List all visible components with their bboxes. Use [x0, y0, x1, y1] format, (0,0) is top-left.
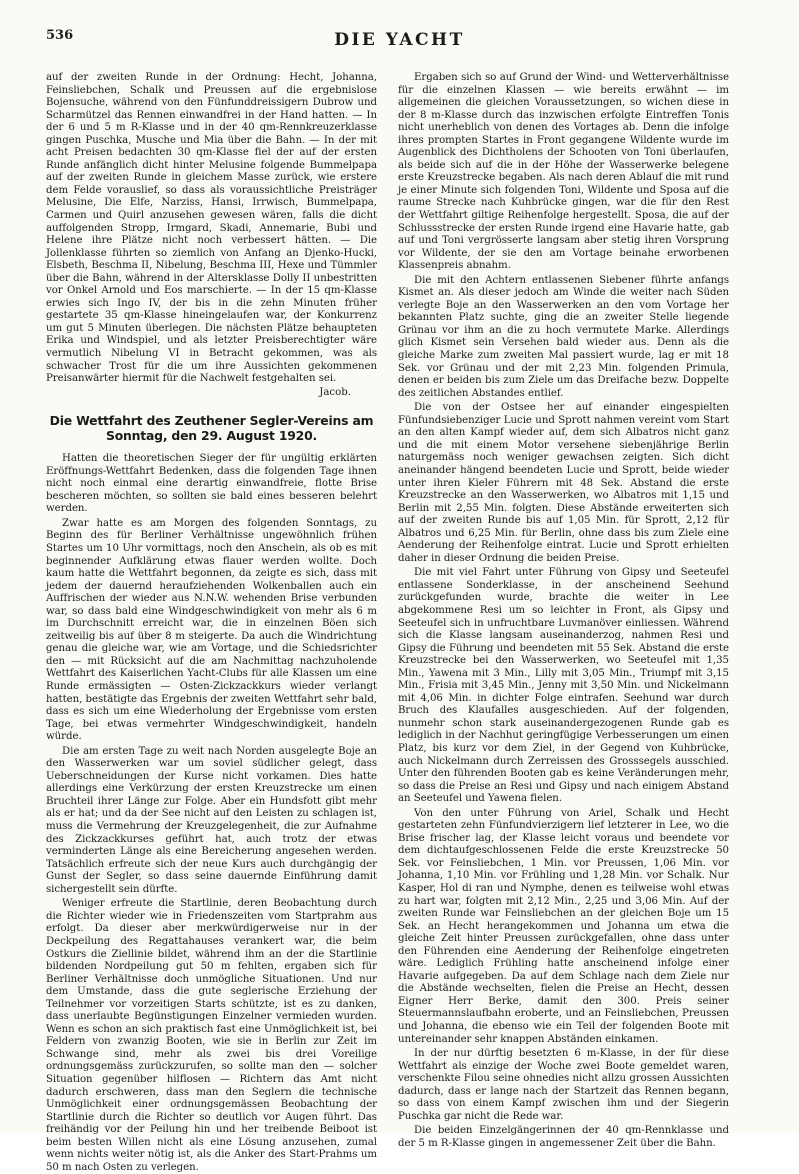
paragraph-race-results-continued: auf der zweiten Runde in der Ordnung: Hecht, Johanna, Feinsliebchen, Schalk und Preussen auf die ergebnislose Bojensuche, während von den Fünfunddreissigern Dubrow und Scharmützel das Rennen einwandfrei in der Hand hatten. — In der 6 und 5 m R-Klasse und in der 40 qm-Rennkreuzerklasse gingen Puschka, Musche und Mia über die Bahn. — In der mit acht Preisen bedachten 30 qm-Klasse fiel der auf der ersten Runde anfänglich dicht hinter Melusine folgende Bummelpapa auf der zweiten Runde in gleichem Masse zurück, wie erstere dem Felde vorauslief, so dass als voraussichtliche Preisträger Melusine, Die Elfe, Narziss, Hansi, Irrwisch, Bummelpapa, Carmen und Quirl anzusehen gewesen wären, falls die dicht auffolgenden Stropp, Irmgard, Skadi, Annemarie, Bubi und Helene ihre Plätze nicht noch verbessert hätten. — Die Jollenklasse führten so ziemlich von Anfang an Djenko-Hucki, Elsbeth, Beschma II, Nibelung, Beschma III, Hexe und Tümmler über die Bahn, während in der Altersklasse Dolly II unbestritten vor Onkel Arnold und Eos marschierte. — In der 15 qm-Klasse erwies sich Ingo IV, der bis in die zehn Minuten früher gestartete 35 qm-Klasse hineingelaufen war, der Konkurrenz um gut 5 Minuten überlegen. Die nächsten Plätze behaupteten Erika und Windspiel, und als letzter Preisberechtigter wäre vermutlich Nibelung VI in Betracht gekommen, was als schwacher Trost für die um ihre Aussichten gekommenen Preisanwärter hiermit für die Nachwelt festgehalten sei.	[46, 72, 377, 385]
paragraph-40qm-5m-class: Die beiden Einzelgängerinnen der 40 qm-Rennklasse und der 5 m R-Klasse gingen in angemessener Zeit über die Bahn.	[398, 1125, 729, 1149]
paragraph-startline: Weniger erfreute die Startlinie, deren Beobachtung durch die Richter wieder wie in Friedenszeiten vom Startprahm aus erfolgt. Da dieser aber merkwürdigerweise nur in der Deckpeilung des Regattahauses verankert war, die beim Ostkurs die Ziellinie bildet, während ihm an der die Startlinie bildenden Nordpeilung gut 50 m fehlten, ergaben sich für Berliner Verhältnisse doch unmögliche Situationen. Und nur dem Umstande, dass die gute seglerische Erziehung der Teilnehmer vor vorzeitigen Starts schützte, ist es zu danken, dass unerlaubte Begünstigungen Einzelner vermieden wurden. Wenn es schon an sich praktisch fast eine Unmöglichkeit ist, bei Feldern von zwanzig Booten, wie sie in Berlin zur Zeit im Schwange sind, mehr als zwei bis drei Voreilige ordnungsgemäss zurückzurufen, so sollte man den — solcher Situation gegenüber hilflosen — Richtern das Amt nicht dadurch erschweren, dass man den Seglern die technische Unmöglichkeit einer ordnungsgemässen Beobachtung der Startlinie durch die Richter so deutlich vor Augen führt. Das freihändig vor der Peilung hin und her treibende Beiboot ist beim besten Willen nicht als eine Lösung anzusehen, zumal wenn nichts weiter nötig ist, als die Anker des Start-Prahms um 50 m nach Osten zu verlegen.	[46, 898, 377, 1173]
paragraph-6m-class: In der nur dürftig besetzten 6 m-Klasse, in der für diese Wettfahrt als einzige der Woche zwei Boote gemeldet waren, verschenkte Filou seine ohnedies nicht allzu grossen Aussichten dadurch, dass er lange nach der Startzeit das Rennen begann, so dass von einem Kampf zwischen ihm und der Siegerin Puschka gar nicht die Rede war.	[398, 1048, 729, 1122]
paragraph-45qm-class: Von den unter Führung von Ariel, Schalk und Hecht gestarteten zehn Fünfundvierzigern lief letzterer in Lee, wo die Brise frischer lag, der Klasse leicht voraus und beendete vor dem dichtaufgeschlossenen Felde die erste Kreuzstrecke 50 Sek. vor Feinsliebchen, 1 Min. vor Preussen, 1,06 Min. vor Johanna, 1,10 Min. vor Frühling und 1,28 Min. vor Schalk. Nur Kasper, Hol di ran und Nymphe, denen es teilweise wohl etwas zu hart war, folgten mit 2,12 Min., 2,25 und 3,06 Min. Auf der zweiten Runde war Feinsliebchen an der gleichen Boje um 15 Sek. an Hecht herangekommen und Johanna um etwa die gleiche Zeit hinter Preussen zurückgefallen, ohne dass unter den Führenden eine Aenderung der Reihenfolge eingetreten wäre. Lediglich Frühling hatte anscheinend infolge einer Havarie aufgegeben. Da auf dem Schlage nach dem Ziele nur die Abstände wechselten, fielen die Preise an Hecht, dessen Eigner Herr Berke, damit den 300. Preis seiner Steuermannslaufbahn eroberte, und an Feinsliebchen, Preussen und Johanna, die ebenso wie ein Teil der folgenden Boote mit untereinander sehr knappen Abständen einkamen.	[398, 807, 729, 1045]
author-signature: Jacob.	[319, 386, 351, 398]
paragraph-75qm-class: Die von der Ostsee her auf einander eingespielten Fünfundsiebenziger Lucie und Sprott nahmen vereint vom Start an den alten Kampf wieder auf, dem sich Albatros nicht ganz und die mit einem Motor versehene siebenjährige Berlin naturgemäss noch weniger gewachsen zeigten. Sich dicht aneinander hängend beendeten Lucie und Sprott, beide wieder unter ihren Kieler Führern mit 48 Sek. Abstand die erste Kreuzstrecke an den Wasserwerken, wo Albatros mit 1,15 und Berlin mit 2,55 Min. folgten. Diese Abstände erweiterten sich auf der zweiten Runde bis auf 1,05 Min. für Sprott, 2,12 für Albatros und 6,25 Min. für Berlin, ohne dass bis zum Ziele eine Aenderung der Reihenfolge eintrat. Lucie und Sprott erhielten daher in dieser Ordnung die beiden Preise.	[398, 402, 729, 564]
paragraph-7m-class: Die mit den Achtern entlassenen Siebener führte anfangs Kismet an. Als dieser jedoch am Winde die weiter nach Süden verlegte Boje an den Wasserwerken an den vom Vortage her bekannten Platz suchte, ging die an zweiter Stelle liegende Grünau vor ihm an die zu hoch vermutete Marke. Allerdings glich Kismet sein Versehen bald wieder aus. Denn als die gleiche Marke zum zweiten Mal passiert wurde, lag er mit 18 Sek. vor Grünau und der mit 2,23 Min. folgenden Primula, denen er beiden bis zum Ziele um das Dreifache bezw. Doppelte des zeitlichen Abstandes entlief.	[398, 274, 729, 399]
paragraph-8m-class: Ergaben sich so auf Grund der Wind- und Wetterverhältnisse für die einzelnen Klassen — wie bereits erwähnt — im allgemeinen die gleichen Voraussetzungen, so wichen diese in der 8 m-Klasse durch das inzwischen erfolgte Eintreffen Tonis nicht unerheblich von denen des Vortages ab. Denn die infolge ihres prompten Startes in Front gegangene Wildente wurde im Augenblick des Dichtholens der Schooten von Toni überlaufen, als beide sich auf die in der Höhe der Wasserwerke belegene erste Kreuzstrecke begaben. Als nach deren Ablauf die mit rund je einer Minute sich folgenden Toni, Wildente und Sposa auf die raume Strecke nach Kuhbrücke gingen, war die für den Rest der Wettfahrt giltige Reihenfolge hergestellt. Sposa, die auf der Schlussstrecke der ersten Runde irgend eine Havarie hatte, gab auf und Toni vergrösserte langsam aber stetig ihren Vorsprung vor Wildente, der sie den am Vortage beinahe erworbenen Klassenpreis abnahm.	[398, 72, 729, 272]
journal-title: DIE YACHT	[334, 30, 465, 50]
paragraph-special-class: Die mit viel Fahrt unter Führung von Gipsy und Seeteufel entlassene Sonderklasse, in der anscheinend Seehund zurückgefunden wurde, brachte die weiter in Lee abgekommene Resi um so leichter in Front, als Gipsy und Seeteufel sich in unfruchtbare Luvmanöver einliessen. Während sich die Klasse langsam auseinanderzog, nahmen Resi und Gipsy die Führung und beendeten mit 55 Sek. Abstand die erste Kreuzstrecke bei den Wasserwerken, wo Seeteufel mit 1,35 Min., Yawena mit 3 Min., Lilly mit 3,05 Min., Triumpf mit 3,15 Min., Frisia mit 3,45 Min., Jenny mit 3,50 Min. und Nickelmann mit 4,06 Min. in dichter Folge eintrafen. Seehund war durch Bruch des Klaufalles ausgeschieden. Auf der folgenden, nunmehr schon stark auseinandergezogenen Runde gab es lediglich in der Nachhut geringfügige Verbesserungen um einen Platz, bis kurz vor dem Ziel, in der Gegend von Kuhbrücke, auch Nickelmann durch Zerreissen des Grosssegels ausschied. Unter den führenden Booten gab es keine Veränderungen mehr, so dass die Preise an Resi und Gipsy und nach einigem Abstand an Seeteufel und Yawena fielen.	[398, 567, 729, 805]
page-number: 536	[46, 28, 74, 43]
paragraph-weather: Zwar hatte es am Morgen des folgenden Sonntags, zu Beginn des für Berliner Verhältnisse ungewöhnlich frühen Startes um 10 Uhr vormittags, noch den Anschein, als ob es mit beginnender Aufklärung etwas flauer werden wollte. Doch kaum hatte die Wettfahrt begonnen, da zeigte es sich, dass mit jedem der dauernd heraufziehenden Wolkenballen auch ein Auffrischen der wieder aus N.N.W. wehenden Brise verbunden war, so dass bald eine Windgeschwindigkeit von mehr als 6 m im Durchschnitt erreicht war, die in einzelnen Böen sich zeitweilig bis auf über 8 m steigerte. Da auch die Windrichtung genau die gleiche war, wie am Vortage, und die Schiedsrichter den — mit Rücksicht auf die am Nachmittag nachzuholende Wettfahrt des Kaiserlichen Yacht-Clubs für alle Klassen um eine Runde ermässigten — Osten-Zickzackkurs wieder verlangt hatten, bestätigte das Ergebnis der zweiten Wettfahrt sehr bald, dass es sich um eine Wiederholung der Ergebnisse vom ersten Tage, bei etwas vermehrter Windgeschwindigkeit, handeln würde.	[46, 517, 377, 743]
right-column	[398, 72, 729, 1150]
article-heading: Die Wettfahrt des Zeuthener Segler-Vereins am Sonntag, den 29. August 1920.	[49, 413, 374, 444]
left-column	[46, 72, 377, 1174]
paragraph-course: Die am ersten Tage zu weit nach Norden ausgelegte Boje an den Wasserwerken war um soviel südlicher gelegt, dass Ueberschneidungen der Kurse nicht vorkamen. Dies hatte allerdings eine Verkürzung der ersten Kreuzstrecke um einen Bruchteil ihrer Länge zur Folge. Aber ein Hundsfott gibt mehr als er hat; und da der See nicht auf den Leisten zu schlagen ist, muss die Vermehrung der Kreuzgelegenheit, die zur Aufnahme des Zickzackkurses geführt hat, auch trotz der etwas verminderten Länge als eine Bereicherung angesehen werden. Tatsächlich erfreute sich der neue Kurs auch durchgängig der Gunst der Segler, so dass seine dauernde Einführung damit sichergestellt sein dürfte.	[46, 745, 377, 895]
paragraph-intro: Hatten die theoretischen Sieger der für ungültig erklärten Eröffnungs-Wettfahrt Bedenken, dass die folgenden Tage ihnen nicht noch einmal eine derartig einwandfreie, flotte Brise bescheren möchten, so sollten sie bald eines besseren belehrt werden.	[46, 453, 377, 515]
